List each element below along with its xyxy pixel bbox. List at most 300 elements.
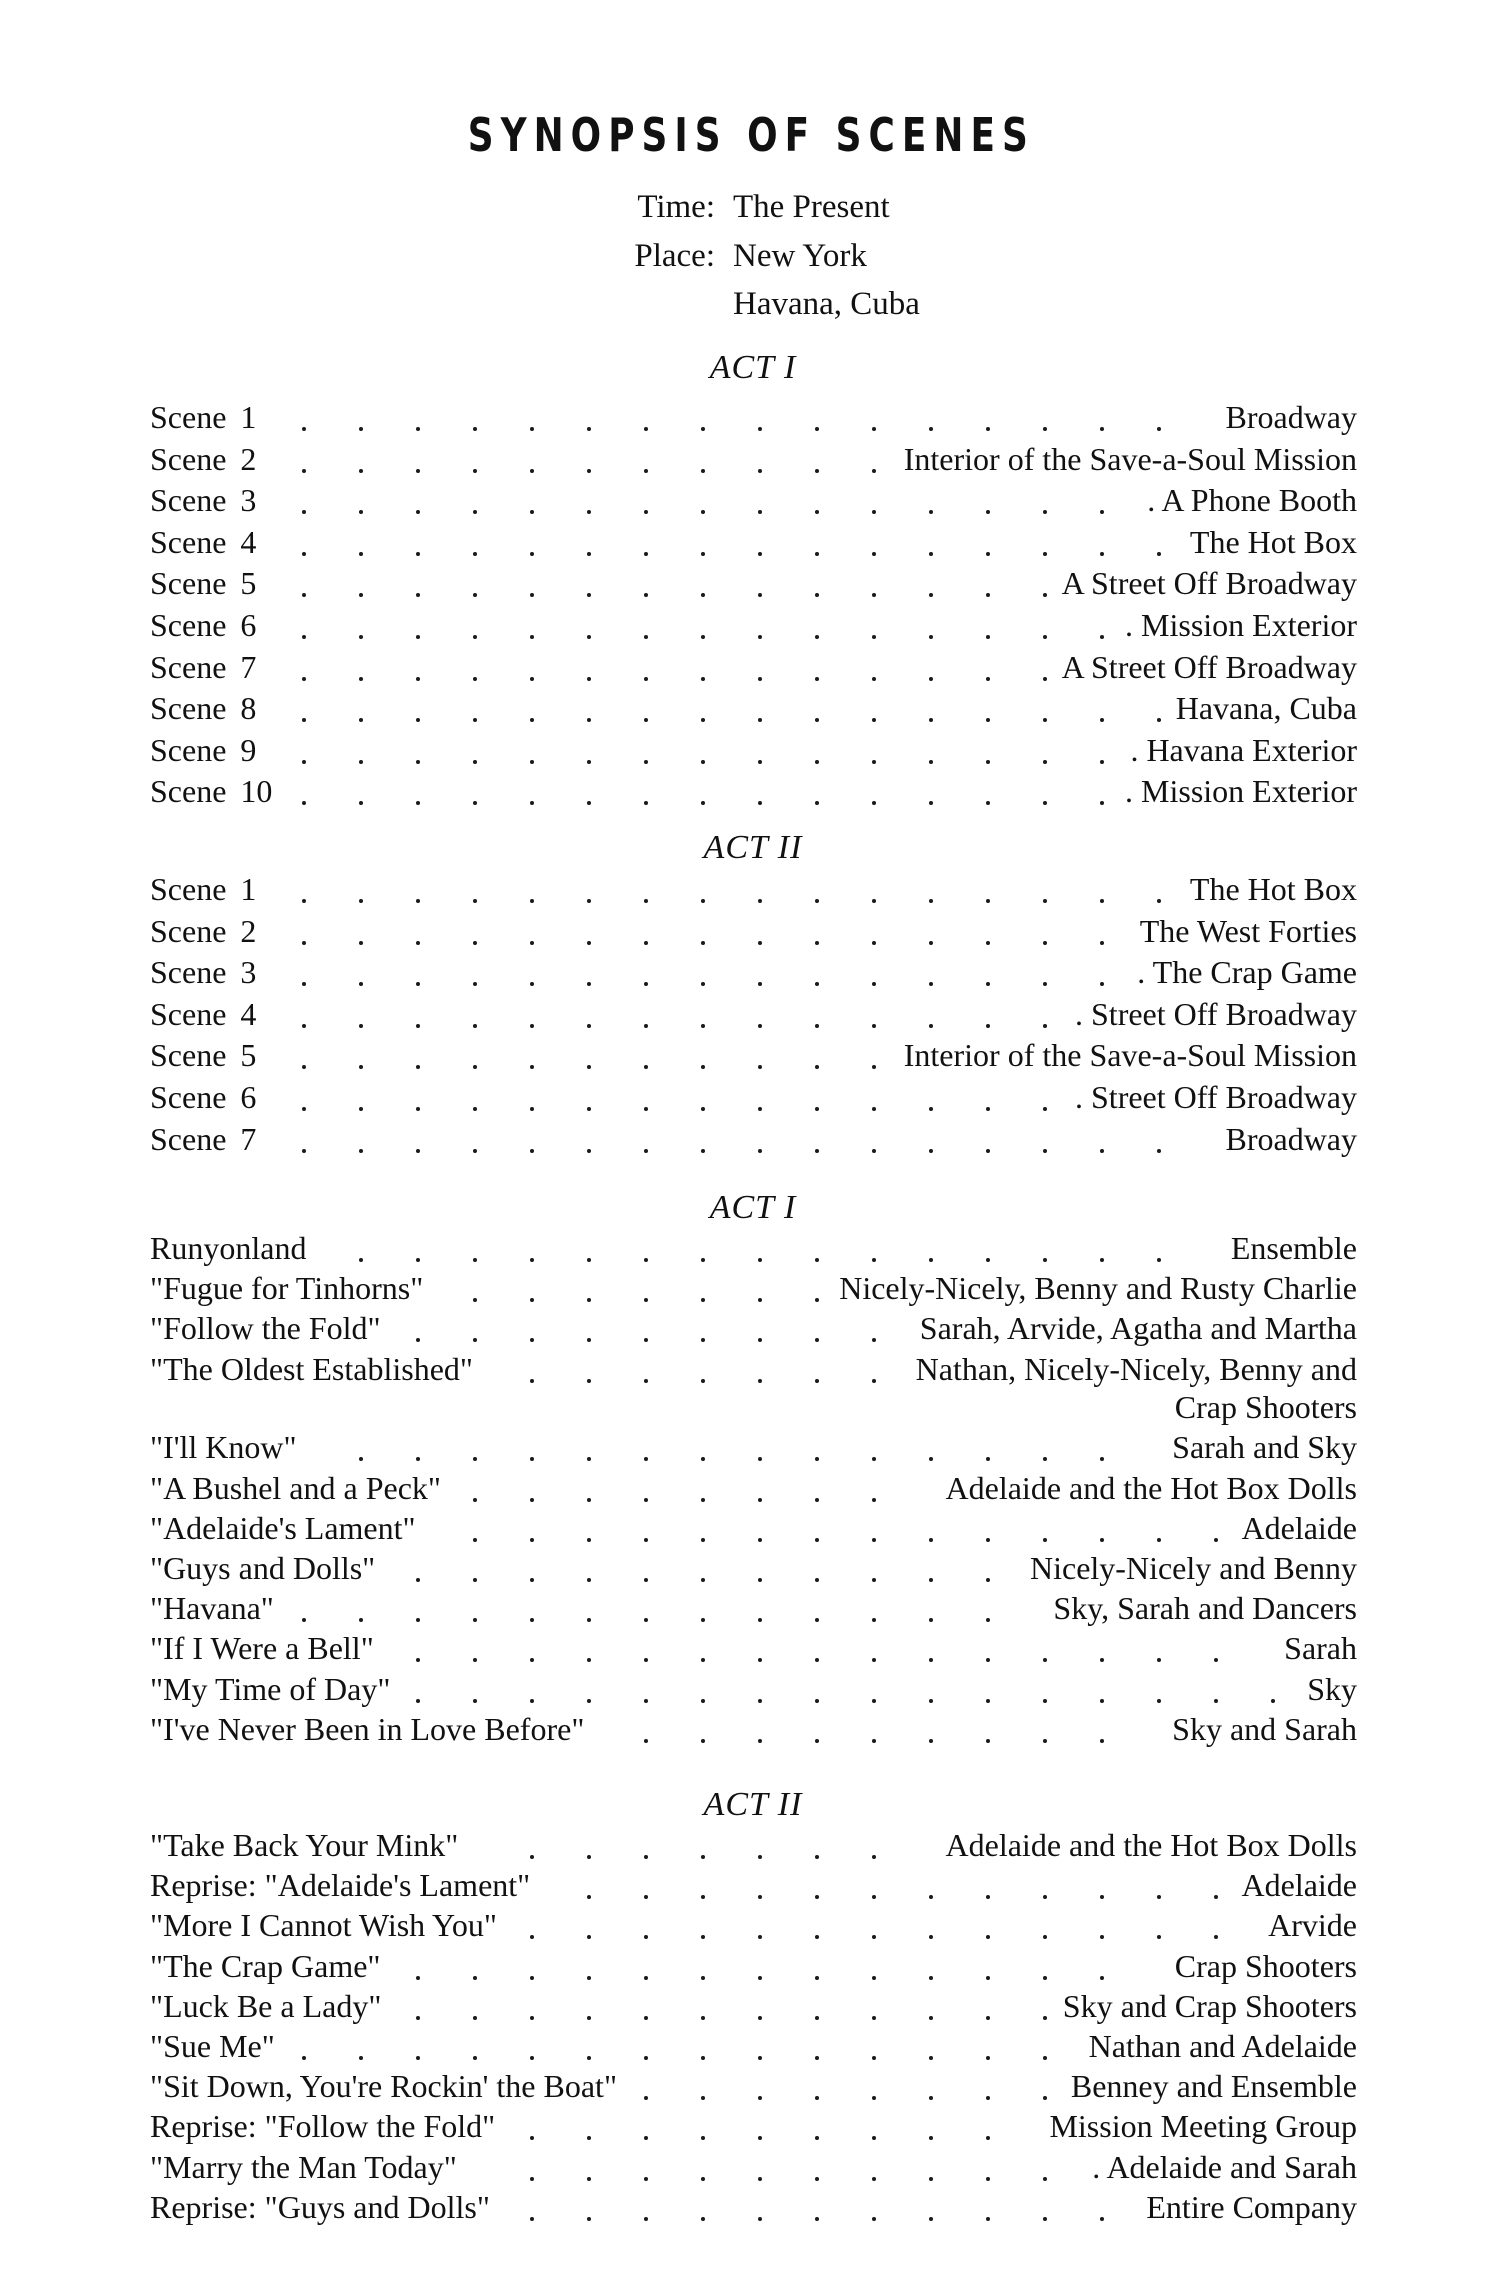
leader-dot [302,1107,306,1111]
leader-dot [587,1107,591,1111]
leader-dot [929,677,933,681]
leader-dot [872,760,876,764]
song-title: Runyonland [150,1230,307,1266]
leader-dot [758,1699,762,1703]
song-title: "Take Back Your Mink" [150,1827,459,1863]
leader-dot [359,1024,363,1028]
leader-dot [986,1107,990,1111]
leader-dot [758,1538,762,1542]
scene-label [150,482,257,519]
leader-dot [530,1618,534,1622]
leader-dot [416,899,420,903]
scene-label [150,401,256,433]
leader-dot [530,593,534,597]
leader-dot [701,1739,705,1743]
leader-dot [416,1699,420,1703]
leader-dot [815,718,819,722]
leader-dot [872,552,876,556]
leader-dot [416,427,420,431]
leader-dot [416,941,420,945]
leader-dot [1043,718,1047,722]
leader-dot [530,677,534,681]
leader-dot [701,1298,705,1302]
leader-dot [359,593,363,597]
leader-dot [701,1258,705,1262]
leader-dot [473,1618,477,1622]
song-title: "More I Cannot Wish You" [150,1907,497,1944]
leader-dot [986,1895,990,1899]
song-title: "Fugue for Tinhorns" [150,1270,424,1307]
leader-dot [701,1149,705,1153]
leader-dot [986,2136,990,2140]
leader-dot [302,760,306,764]
leader-dot [986,941,990,945]
scene-row [150,1115,1357,1155]
leader-dot [929,1895,933,1899]
leader-dot [758,1338,762,1342]
scene-row [150,907,1357,947]
scene-label [150,609,256,641]
leader-dot [473,941,477,945]
leader-dot [701,2056,705,2060]
entry-detail: Nathan and Adelaide [1088,2028,1357,2064]
place-label: Place: [634,238,715,274]
leader-dot [758,801,762,805]
leader-dot [473,2016,477,2020]
entry-detail: Nicely-Nicely, Benny and Rusty Charlie [839,1270,1357,1307]
scene-word: Scene [150,399,227,435]
numbers-act-heading-1: ACT I [709,1189,797,1226]
scene-row [150,990,1357,1030]
scene-number: 8 [240,690,257,727]
leader-dot [644,1895,648,1899]
entry-detail: . Havana Exterior [1130,731,1357,768]
leader-dot [1043,801,1047,805]
entry-detail: Sarah and Sky [1172,1429,1357,1466]
leader-dot [872,1618,876,1622]
leader-dot [872,1895,876,1899]
leader-dot [758,718,762,722]
leader-dot [530,469,534,473]
leader-dot [701,1538,705,1542]
leader-dot [530,2217,534,2221]
leader-dot [815,1498,819,1502]
leader-dot [302,1149,306,1153]
song-title: "Follow the Fold" [150,1310,381,1347]
leader-dot [872,593,876,597]
scene-row [150,726,1357,766]
number-row [150,1464,1357,1504]
leader-dot [872,982,876,986]
leader-dot [758,677,762,681]
leader-dot [587,2056,591,2060]
scene-row [150,601,1357,641]
leader-dot [815,1935,819,1939]
leader-dot [872,1578,876,1582]
leader-dot [872,1538,876,1542]
leader-dot [473,1149,477,1153]
leader-dot [359,760,363,764]
leader-dot [416,1457,420,1461]
leader-dot [872,801,876,805]
leader-dot [1043,1658,1047,1662]
leader-dot [1214,1935,1218,1939]
song-title: Reprise: "Guys and Dolls" [150,2188,490,2225]
leader-dot [986,718,990,722]
leader-dot [872,1855,876,1859]
leader-dot [473,1298,477,1302]
leader-dot [701,899,705,903]
leader-dot [1043,510,1047,514]
scene-label [150,648,257,685]
leader-dot [530,2016,534,2020]
leader-dot [872,941,876,945]
leader-dot [872,1658,876,1662]
leader-dot [416,760,420,764]
song-title: "A Bushel and a Peck" [150,1469,441,1506]
leader-dot [644,510,648,514]
leader-dot [872,2217,876,2221]
leader-dot [587,552,591,556]
leader-dot [986,1457,990,1461]
entry-detail: A Street Off Broadway [1061,565,1357,602]
leader-dot [929,760,933,764]
leader-dot [359,1457,363,1461]
leader-dot [302,941,306,945]
scene-row [150,684,1357,727]
leader-dot [701,1895,705,1899]
leader-dot [929,1457,933,1461]
leader-dot [473,427,477,431]
scene-row [150,643,1357,683]
leader-dot [644,2016,648,2020]
leader-dot [359,427,363,431]
leader-dot [815,469,819,473]
leader-dot [644,899,648,903]
leader-dot [644,2056,648,2060]
scene-row [150,476,1357,519]
leader-dot [701,1658,705,1662]
leader-dot [1043,2177,1047,2181]
entry-detail: Broadway [1225,1120,1357,1157]
number-row [150,1665,1357,1705]
leader-dot [1157,1895,1161,1899]
leader-dot [758,510,762,514]
leader-dot [815,552,819,556]
leader-dot [872,718,876,722]
scene-act-heading-2: ACT II [703,829,803,866]
leader-dot [473,899,477,903]
scene-label [150,1120,257,1157]
leader-dot [701,635,705,639]
leader-dot [758,2016,762,2020]
leader-dot [701,1065,705,1069]
scene-word: Scene [150,690,227,727]
leader-dot [530,1024,534,1028]
entry-detail: . Street Off Broadway [1075,1079,1357,1115]
leader-dot [416,552,420,556]
leader-dot [1157,718,1161,722]
leader-dot [587,1578,591,1582]
leader-dot [587,1338,591,1342]
leader-dot [587,718,591,722]
leader-dot [530,1855,534,1859]
leader-dot [416,677,420,681]
entry-detail: Adelaide [1241,1867,1357,1904]
scene-number: 2 [240,912,257,949]
leader-dot [929,1699,933,1703]
scene-word: Scene [150,565,227,602]
leader-dot [815,1895,819,1899]
leader-dot [986,1739,990,1743]
scene-word: Scene [150,912,227,949]
leader-dot [416,1976,420,1980]
leader-dot [530,1149,534,1153]
leader-dot [416,801,420,805]
leader-dot [644,1065,648,1069]
time-label: Time: [637,189,715,225]
leader-dot [929,635,933,639]
leader-dot [644,1658,648,1662]
leader-dot [815,2056,819,2060]
leader-dot [1100,760,1104,764]
leader-dot [530,899,534,903]
song-title: "If I Were a Bell" [150,1630,374,1667]
entry-detail: Sarah, Arvide, Agatha and Martha [919,1310,1357,1347]
leader-dot [359,1107,363,1111]
leader-dot [758,1065,762,1069]
entry-detail: . Adelaide and Sarah [1092,2148,1357,2185]
leader-dot [416,469,420,473]
scene-label [150,873,256,905]
entry-detail: Sky and Sarah [1172,1710,1357,1747]
leader-dot [758,427,762,431]
leader-dot [473,1338,477,1342]
leader-dot [758,1895,762,1899]
leader-dot [587,2217,591,2221]
leader-dot [530,1935,534,1939]
scene-word: Scene [150,1037,227,1074]
leader-dot [1043,593,1047,597]
leader-dot [986,1149,990,1153]
leader-dot [815,2136,819,2140]
leader-dot [359,1065,363,1069]
leader-dot [701,1338,705,1342]
leader-dot [1100,982,1104,986]
leader-dot [416,635,420,639]
entry-detail: Adelaide [1241,1509,1357,1546]
leader-dot [473,1699,477,1703]
leader-dot [701,1855,705,1859]
scene-label [150,995,257,1032]
entry-detail: Adelaide and the Hot Box Dolls [945,1469,1357,1506]
scene-number: 9 [240,731,257,768]
leader-dot [587,1538,591,1542]
leader-dot [530,1065,534,1069]
leader-dot [587,1457,591,1461]
entry-detail: Arvide [1268,1907,1357,1944]
numbers-act-heading-2: ACT II [703,1786,803,1823]
number-row [150,2143,1357,2183]
leader-dot [473,1457,477,1461]
scene-number: 5 [240,565,257,602]
leader-dot [359,1149,363,1153]
leader-dot [872,1699,876,1703]
song-title: "The Oldest Established" [150,1350,473,1387]
leader-dot [644,469,648,473]
leader-dot [644,1107,648,1111]
leader-dot [872,1935,876,1939]
leader-dot [1157,1699,1161,1703]
leader-dot [416,1107,420,1111]
leader-dot [815,1107,819,1111]
leader-dot [530,982,534,986]
leader-dot [929,427,933,431]
scene-number: 7 [240,648,257,685]
leader-dot [815,899,819,903]
leader-dot [1100,941,1104,945]
leader-dot [473,1578,477,1582]
leader-dot [758,1024,762,1028]
number-row [150,2022,1357,2062]
leader-dot [530,801,534,805]
leader-dot [758,1578,762,1582]
leader-dot [815,1538,819,1542]
song-title: "Luck Be a Lady" [150,1987,382,2024]
leader-dot [530,718,534,722]
leader-dot [929,2136,933,2140]
leader-dot [758,1457,762,1461]
scene-number: 1 [240,871,257,907]
leader-dot [1100,1739,1104,1743]
leader-dot [644,2096,648,2100]
leader-dot [644,635,648,639]
scene-number: 2 [240,440,257,477]
leader-dot [1100,718,1104,722]
leader-dot [929,1107,933,1111]
leader-dot [587,1298,591,1302]
leader-dot [872,1457,876,1461]
leader-dot [986,677,990,681]
leader-dot [587,1935,591,1939]
song-title: "Havana" [150,1590,274,1627]
leader-dot [644,677,648,681]
leader-dot [587,427,591,431]
leader-dot [986,2096,990,2100]
leader-dot [359,718,363,722]
scene-number: 3 [240,954,257,991]
leader-dot [986,1618,990,1622]
song-title: "Guys and Dolls" [150,1549,376,1586]
leader-dot [815,760,819,764]
leader-dot [587,760,591,764]
leader-dot [1157,552,1161,556]
leader-dot [644,1538,648,1542]
number-row [150,1942,1357,1982]
number-row [150,1345,1357,1385]
leader-dot [815,1338,819,1342]
leader-dot [416,593,420,597]
entry-detail: Entire Company [1146,2188,1357,2225]
leader-dot [701,801,705,805]
leader-dot [644,982,648,986]
leader-dot [815,1149,819,1153]
leader-dot [1043,2096,1047,2100]
entry-detail: Sky, Sarah and Dancers [1053,1590,1357,1627]
leader-dot [929,1538,933,1542]
leader-dot [1100,1699,1104,1703]
leader-dot [758,2096,762,2100]
leader-dot [701,1699,705,1703]
entry-detail: Interior of the Save-a-Soul Mission [903,1037,1357,1074]
leader-dot [815,1855,819,1859]
leader-dot [416,1618,420,1622]
leader-dot [473,718,477,722]
leader-dot [644,593,648,597]
number-row [150,1304,1357,1347]
leader-dot [530,635,534,639]
leader-dot [986,2016,990,2020]
entry-detail: The West Forties [1139,912,1357,949]
leader-dot [758,1149,762,1153]
leader-dot [473,801,477,805]
leader-dot [1100,1538,1104,1542]
leader-dot [701,469,705,473]
leader-dot [986,1258,990,1262]
leader-dot [1100,635,1104,639]
leader-dot [587,941,591,945]
leader-dot [986,899,990,903]
leader-dot [644,1578,648,1582]
leader-dot [587,1895,591,1899]
number-row-continuation [150,1383,1357,1423]
leader-dot [1043,1935,1047,1939]
leader-dot [929,718,933,722]
scene-word: Scene [150,648,227,685]
leader-dot [758,593,762,597]
leader-dot [530,1298,534,1302]
leader-dot [1214,1699,1218,1703]
leader-dot [473,1258,477,1262]
leader-dot [473,760,477,764]
leader-dot [701,982,705,986]
leader-dot [644,1457,648,1461]
leader-dot [815,1739,819,1743]
leader-dot [1043,1024,1047,1028]
leader-dot [815,1065,819,1069]
number-row [150,1423,1357,1466]
leader-dot [1157,1258,1161,1262]
leader-dot [758,1976,762,1980]
leader-dot [530,1699,534,1703]
leader-dot [1157,899,1161,903]
number-row [150,2183,1357,2223]
number-row [150,1901,1357,1944]
leader-dot [530,510,534,514]
leader-dot [644,552,648,556]
leader-dot [758,982,762,986]
leader-dot [758,941,762,945]
leader-dot [587,2016,591,2020]
leader-dot [644,1976,648,1980]
leader-dot [701,760,705,764]
scene-number: 10 [240,773,273,810]
leader-dot [359,941,363,945]
leader-dot [1043,1538,1047,1542]
scene-word: Scene [150,995,227,1032]
leader-dot [929,899,933,903]
scene-label [150,690,257,727]
